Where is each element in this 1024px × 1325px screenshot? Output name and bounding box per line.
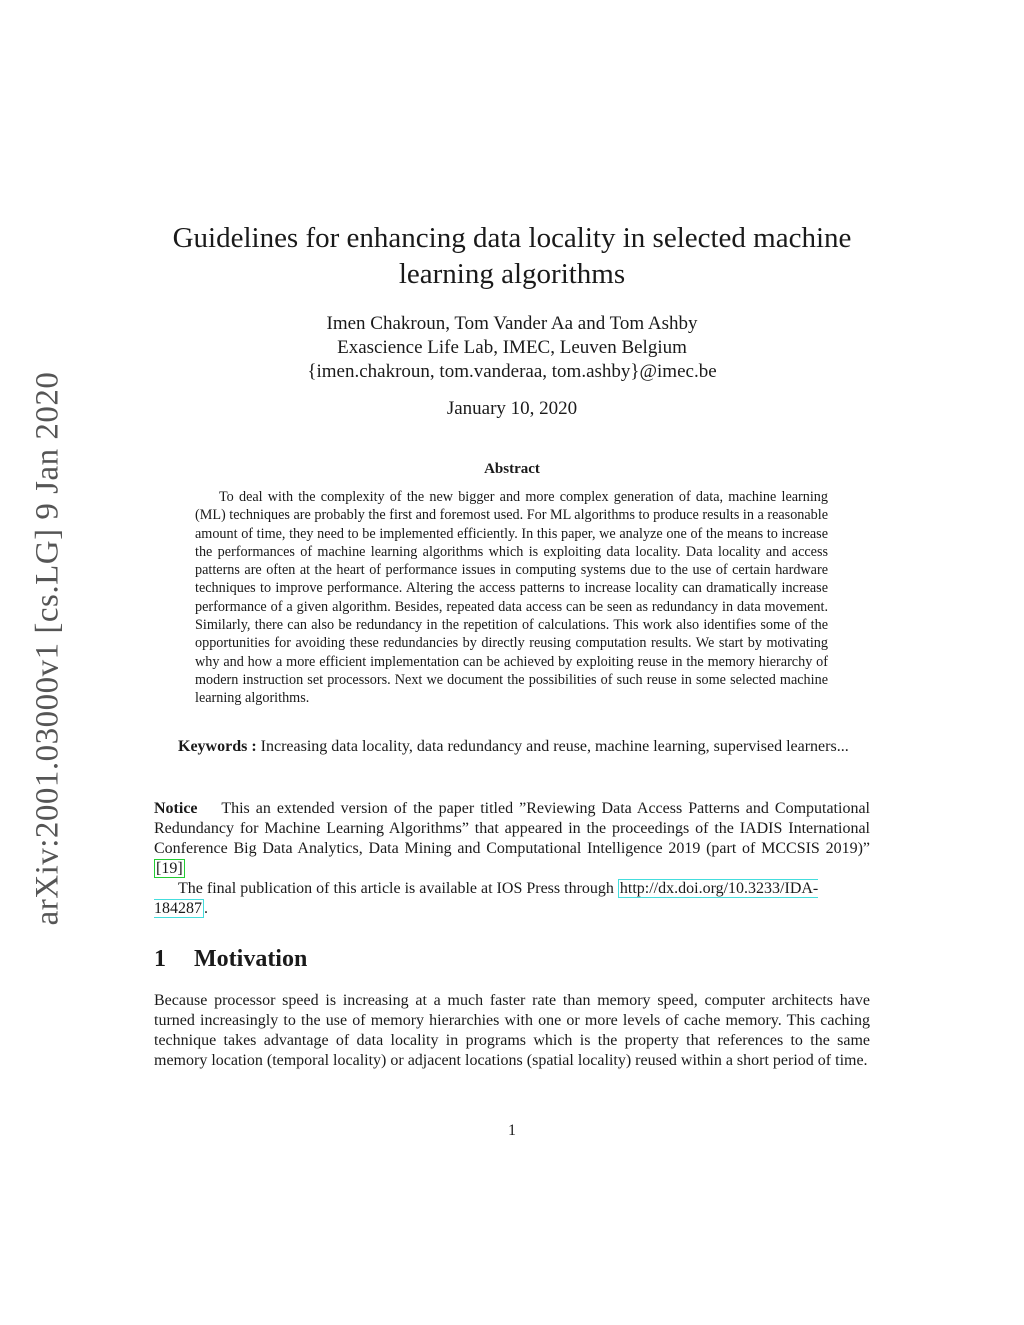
arxiv-stamp [26, 368, 70, 928]
abstract-heading: Abstract [484, 461, 540, 477]
title-line-2: learning algorithms [398, 258, 626, 290]
notice [154, 799, 870, 879]
publication-note [154, 879, 870, 919]
paper-date: January 10, 2020 [446, 398, 578, 419]
notice-text: This an extended version of the paper titled ”Reviewing Data Access Patterns and Computational Redundancy for Machine Learning Algorithms” that appeared in the proceedings of the IADIS International Conference Big Data Analytics, Data Mining and Computational Intelligence 2019 (part of MCCSIS 2019)” [154, 800, 870, 857]
author-emails: {imen.chakroun, tom.vanderaa, tom.ashby}@imec.be [307, 361, 717, 382]
section-heading [154, 946, 870, 973]
section-title: Motivation [194, 946, 308, 972]
paper-title [150, 220, 874, 292]
section-number: 1 [154, 946, 166, 972]
abstract-text: To deal with the complexity of the new bigger and more complex generation of data, machine learning (ML) techniques are probably the first and foremost used. For ML algorithms to produce results in a reasonable amount of time, they need to be implemented efficiently. In this paper, we analyze one of the means to increase the performances of machine learning algorithms which is exploiting data locality. Data locality and access patterns are often at the heart of performance issues in computing systems due to the use of certain hardware techniques to improve performance. Altering the access patterns to increase locality can dramatically increase performance of a given algorithm. Besides, repeated data access can be seen as redundancy in data movement. Similarly, there can also be redundancy in the repetition of calculations. This work also identifies some of the opportunities for avoiding these redundancies by directly reusing computation results. We start by motivating why and how a more efficient implementation can be achieved by exploiting reuse in the memory hierarchy of modern instruction set processors. Next we document the possibilities of such reuse in some selected machine learning algorithms. [195, 489, 829, 707]
body-paragraph: Because processor speed is increasing at a much faster rate than memory speed, computer architects have turned increasingly to the use of memory hierarchies with one or more levels of cache memory. This caching technique takes advantage of data locality in programs which is the property that references to the same memory location (temporal locality) or adjacent locations (spatial locality) reused within a short period of time. [154, 992, 870, 1069]
author-block [150, 312, 874, 384]
notice-label: Notice [154, 800, 198, 817]
page-number: 1 [508, 1122, 516, 1139]
publication-suffix: . [204, 900, 208, 917]
citation-link[interactable]: [19] [156, 860, 183, 877]
keywords-text: Increasing data locality, data redundancy and reuse, machine learning, supervised learners... [260, 738, 849, 755]
publication-prefix: The final publication of this article is available at IOS Press through [178, 880, 614, 897]
arxiv-stamp-text: arXiv:2001.03000v1 [cs.LG] 9 Jan 2020 [29, 371, 66, 925]
title-line-1: Guidelines for enhancing data locality in selected machine [172, 222, 852, 254]
author-affiliation: Exascience Life Lab, IMEC, Leuven Belgium [337, 337, 687, 358]
doi-link[interactable]: http://dx.doi.org/10.3233/IDA-184287 [154, 880, 819, 917]
author-names: Imen Chakroun, Tom Vander Aa and Tom Ashby [326, 313, 698, 334]
keywords [154, 736, 870, 757]
keywords-label: Keywords : [178, 738, 257, 755]
